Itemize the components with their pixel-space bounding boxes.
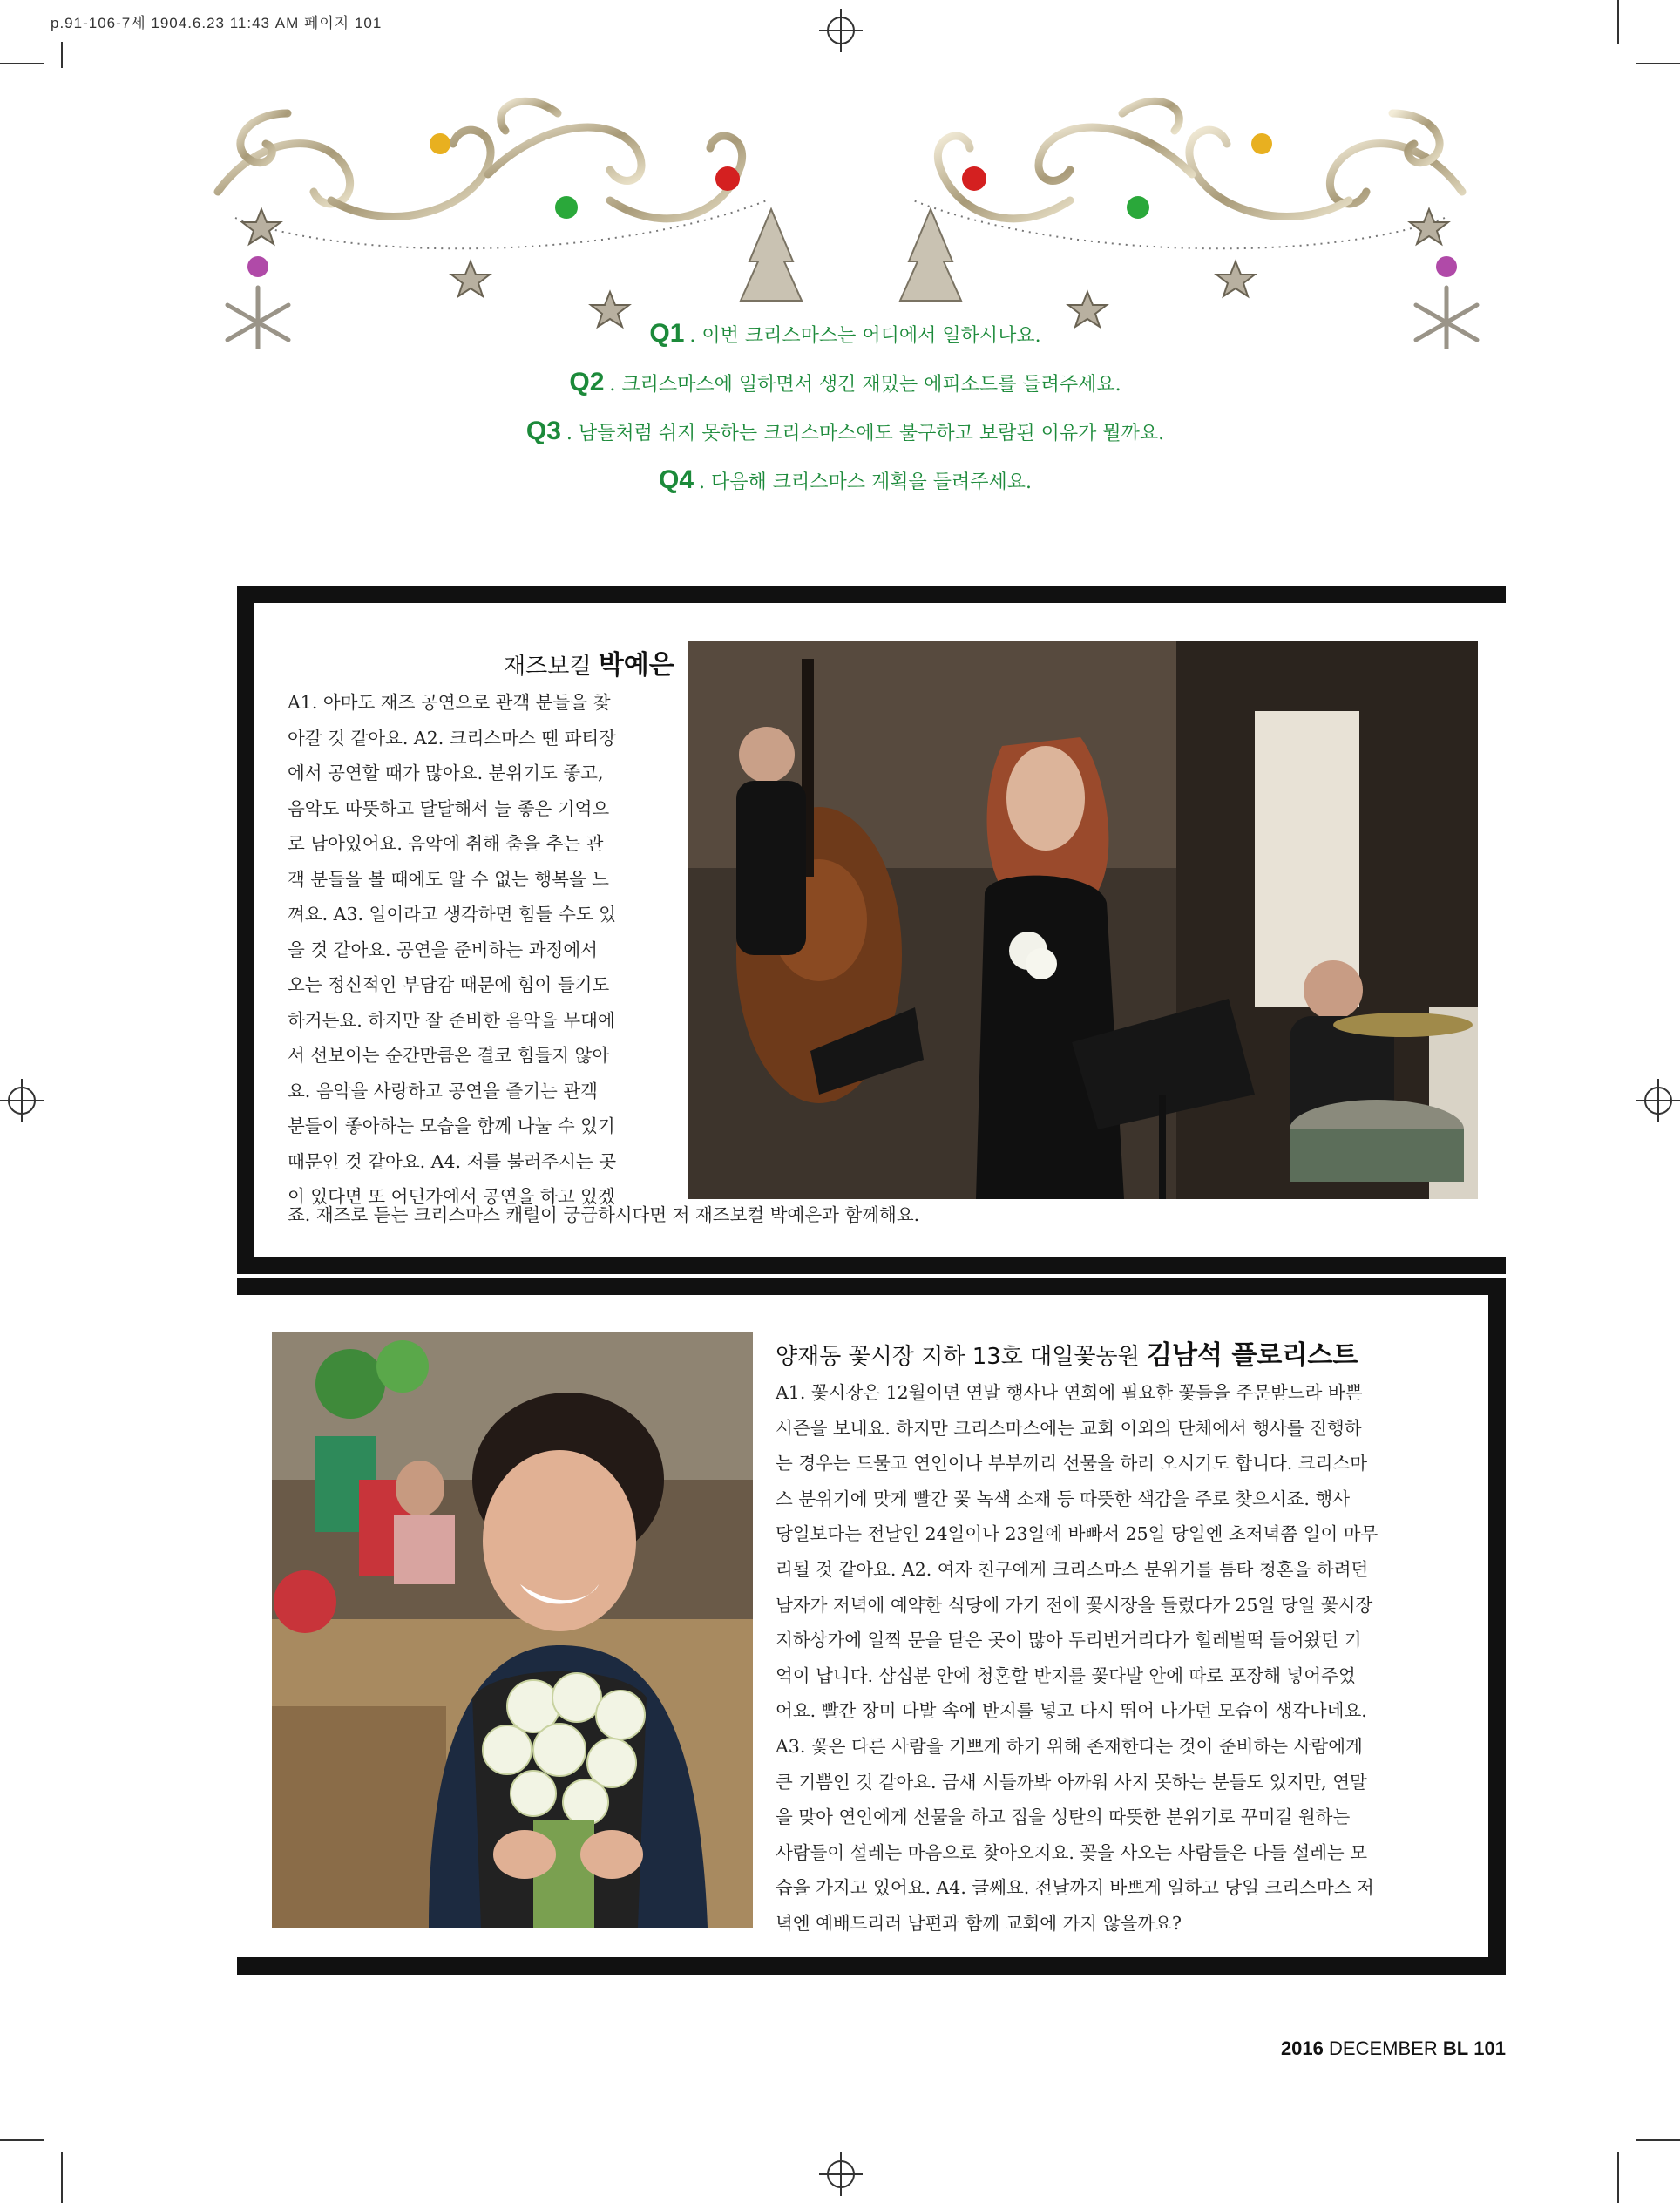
- crop-mark: [61, 2152, 63, 2203]
- interviewee-role: 재즈보컬: [504, 654, 592, 680]
- body-line: 객 분들을 볼 때에도 알 수 없는 행복을 느: [288, 868, 609, 890]
- interviewee-name: 김남석 플로리스트: [1147, 1340, 1358, 1371]
- body-line: 하거든요. 하지만 잘 준비한 음악을 무대에: [288, 1009, 615, 1031]
- interview-body-jazz: [288, 685, 920, 1225]
- crop-mark: [1617, 2152, 1619, 2203]
- body-line: 남자가 저녁에 예약한 식당에 가기 전에 꽃시장을 들렀다가 25일 당일 꽃시장: [776, 1594, 1373, 1616]
- crop-mark: [1617, 0, 1619, 44]
- body-line: 이 있다면 또 어딘가에서 공연을 하고 있겠: [288, 1186, 615, 1207]
- body-line: 서 선보이는 순간만큼은 결코 힘들지 않아: [288, 1045, 610, 1066]
- body-line: 억이 납니다. 삼십분 안에 청혼할 반지를 꽃다발 안에 따로 포장해 넣어주었: [776, 1664, 1356, 1686]
- interviewee-name: 박예은: [598, 650, 674, 681]
- body-line: 오는 정신적인 부담감 때문에 힘이 들기도: [288, 974, 610, 995]
- florist-photo: [272, 1332, 753, 1928]
- question-text: . 크리스마스에 일하면서 생긴 재밌는 에피소드를 들려주세요.: [609, 374, 1121, 396]
- footer-year: 2016: [1280, 2037, 1324, 2059]
- registration-mark-icon: [819, 2152, 863, 2196]
- jazz-performance-photo: [688, 641, 1478, 1199]
- body-line: 사람들이 설레는 마음으로 찾아오지요. 꽃을 사오는 사람들은 다들 설레는 모: [776, 1841, 1368, 1863]
- christmas-ornament-banner: [0, 61, 1680, 349]
- body-line: 시즌을 보내요. 하지만 크리스마스에는 교회 이외의 단체에서 행사를 진행하: [776, 1417, 1362, 1439]
- body-line: 녁엔 예배드리러 남편과 함께 교회에 가지 않을까요?: [776, 1912, 1182, 1934]
- question-number: Q3: [525, 417, 561, 445]
- body-line: 지하상가에 일찍 문을 닫은 곳이 많아 두리번거리다가 헐레벌떡 들어왔던 기: [776, 1630, 1362, 1651]
- print-slug: p.91-106-7세 1904.6.23 11:43 AM 페이지 101: [51, 15, 383, 31]
- question-item: [453, 456, 1237, 505]
- interviewee-role: 양재동 꽃시장 지하 13호 대일꽃농원: [776, 1344, 1140, 1370]
- body-line: A1. 꽃시장은 12월이면 연말 행사나 연회에 필요한 꽃들을 주문받느라 바쁜: [776, 1382, 1363, 1403]
- body-line: 큰 기쁨인 것 같아요. 금새 시들까봐 아까워 사지 못하는 분들도 있지만, 연말: [776, 1771, 1367, 1793]
- body-line: 스 분위기에 맞게 빨간 꽃 녹색 소재 등 따뜻한 색감을 주로 찾으시죠. 행사: [776, 1488, 1350, 1509]
- question-item: [453, 358, 1237, 407]
- body-line: 음악도 따뜻하고 달달해서 늘 좋은 기억으: [288, 797, 610, 819]
- interview-heading-florist: [776, 1333, 1358, 1372]
- interview-heading-jazz: [504, 643, 674, 681]
- question-item: [453, 407, 1237, 456]
- question-item: [453, 309, 1237, 358]
- body-line: 을 것 같아요. 공연을 준비하는 과정에서: [288, 939, 598, 960]
- footer-month: DECEMBER: [1329, 2037, 1438, 2059]
- body-line: 로 남아있어요. 음악에 취해 춤을 추는 관: [288, 833, 604, 854]
- page-number: 101: [1473, 2037, 1506, 2059]
- body-line: 분들이 좋아하는 모습을 함께 나눌 수 있기: [288, 1115, 615, 1136]
- page-footer: [1281, 2037, 1506, 2060]
- question-number: Q1: [649, 319, 685, 348]
- registration-mark-icon: [0, 1079, 44, 1122]
- body-line: 습을 가지고 있어요. A4. 글쎄요. 전날까지 바쁘게 일하고 당일 크리스마스 저: [776, 1877, 1374, 1899]
- crop-mark: [0, 2139, 44, 2141]
- body-line: A1. 아마도 재즈 공연으로 관객 분들을 찾: [288, 692, 611, 713]
- question-text: . 다음해 크리스마스 계획을 들려주세요.: [699, 471, 1033, 493]
- interview-body-florist: [776, 1375, 1455, 1942]
- body-line: 에서 공연할 때가 많아요. 분위기도 좋고,: [288, 763, 604, 783]
- body-line: 리될 것 같아요. A2. 여자 친구에게 크리스마스 분위기를 틈타 청혼을 하려던: [776, 1558, 1369, 1580]
- question-list: [453, 309, 1237, 505]
- body-line: 요. 음악을 사랑하고 공연을 즐기는 관객: [288, 1080, 598, 1102]
- crop-mark: [1636, 2139, 1680, 2141]
- body-line: 껴요. A3. 일이라고 생각하면 힘들 수도 있: [288, 904, 617, 925]
- registration-mark-icon: [819, 9, 863, 52]
- body-line: 때문인 것 같아요. A4. 저를 불러주시는 곳: [288, 1150, 617, 1172]
- registration-mark-icon: [1636, 1079, 1680, 1122]
- question-text: . 이번 크리스마스는 어디에서 일하시나요.: [689, 325, 1041, 347]
- body-line: 을 맞아 연인에게 선물을 하고 집을 성탄의 따뜻한 분위기로 꾸미길 원하는: [776, 1806, 1351, 1828]
- body-line: 아갈 것 같아요. A2. 크리스마스 땐 파티장: [288, 727, 617, 749]
- body-line: 당일보다는 전날인 24일이나 23일에 바빠서 25일 당일엔 초저녁쯤 일이 마무: [776, 1523, 1379, 1545]
- body-line: A3. 꽃은 다른 사람을 기쁘게 하기 위해 존재한다는 것이 준비하는 사람에게: [776, 1735, 1363, 1757]
- body-line: 죠. 재즈로 듣는 크리스마스 캐럴이 궁금하시다면 저 재즈보컬 박예은과 함께해요.: [288, 1204, 920, 1225]
- question-text: . 남들처럼 쉬지 못하는 크리스마스에도 불구하고 보람된 이유가 뭘까요.: [566, 423, 1165, 444]
- question-number: Q4: [658, 465, 694, 494]
- question-number: Q2: [569, 368, 605, 397]
- body-line: 는 경우는 드물고 연인이나 부부끼리 선물을 하러 오시기도 합니다. 크리스마: [776, 1453, 1368, 1474]
- body-line: 어요. 빨간 장미 다발 속에 반지를 넣고 다시 뛰어 나가던 모습이 생각나네요.: [776, 1700, 1367, 1722]
- footer-magazine: BL: [1442, 2037, 1469, 2059]
